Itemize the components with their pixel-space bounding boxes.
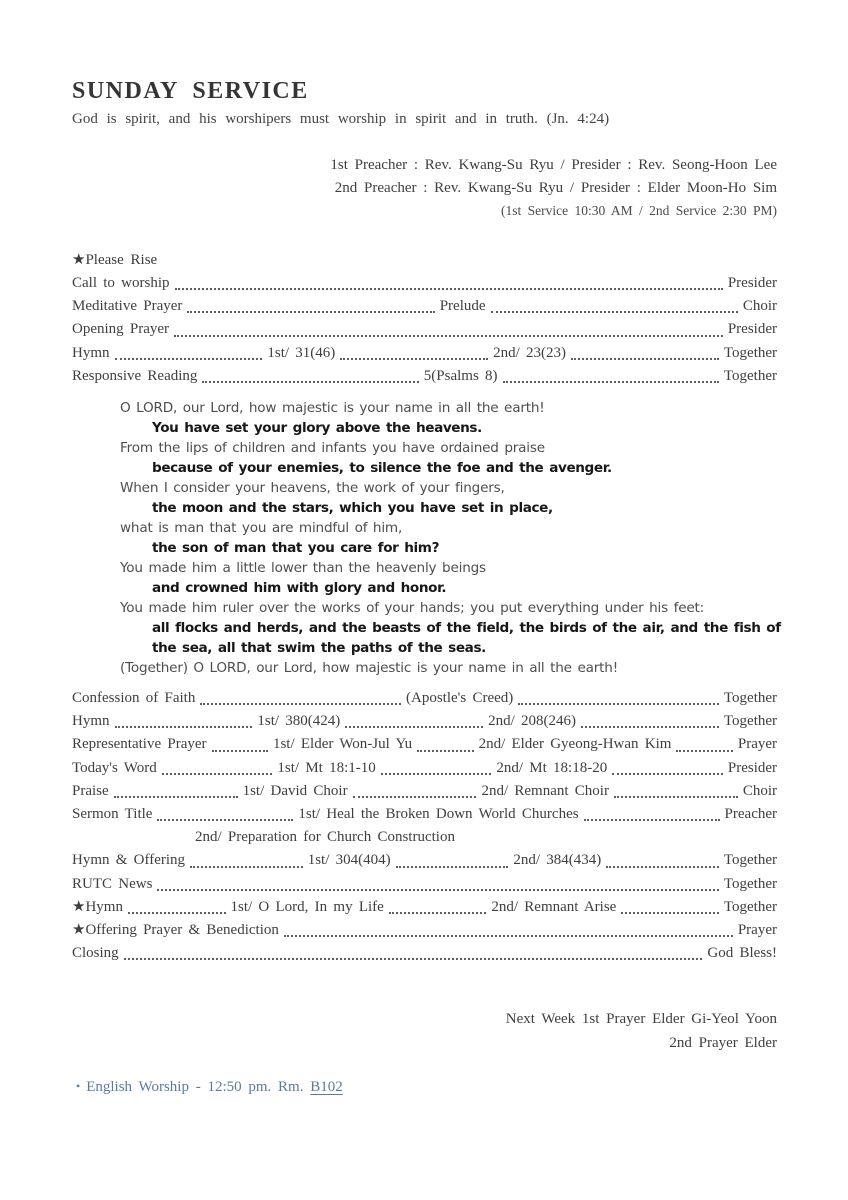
- program-row: [72, 757, 777, 780]
- program-item-label: Hymn: [72, 344, 110, 361]
- reading-line: what is man that you are mindful of him,: [120, 520, 403, 537]
- program-list-1: [72, 272, 777, 388]
- reading-line: the moon and the stars, which you have set in place,: [152, 500, 553, 517]
- program-row: [72, 342, 777, 365]
- reading-line: all flocks and herds, and the beasts of the field, the birds of the air, and the fish of: [152, 620, 781, 637]
- program-row: [72, 780, 777, 803]
- dot-leader: [200, 702, 401, 705]
- dot-leader: [157, 888, 718, 891]
- service-info: [72, 154, 777, 222]
- program-item-first: 1st/ Elder Won-Jul Yu: [272, 736, 413, 753]
- program-item-label: Representative Prayer: [72, 736, 207, 753]
- dot-leader: [128, 911, 226, 914]
- program-item-label: ★Hymn: [72, 898, 123, 915]
- next-week-line-1: Next Week 1st Prayer Elder Gi-Yeol Yoon: [505, 1011, 777, 1028]
- program-item-label: Praise: [72, 782, 109, 799]
- reading-line: From the lips of children and infants you have ordained praise: [120, 440, 545, 457]
- reading-line: When I consider your heavens, the work of your fingers,: [120, 480, 505, 497]
- program-item-role: Presider: [727, 321, 777, 338]
- program-row: [72, 896, 777, 919]
- program-item-first: 1st/ David Choir: [242, 782, 348, 799]
- program-item-role: Together: [723, 367, 777, 384]
- dot-leader: [157, 818, 293, 821]
- program-item-role: Prayer: [737, 922, 777, 939]
- dot-leader: [174, 334, 723, 337]
- dot-leader: [115, 725, 253, 728]
- dot-leader: [389, 911, 487, 914]
- program-item-first: 1st/ 31(46): [267, 344, 336, 361]
- program-item-second: 2nd/ Mt 18:18-20: [496, 759, 608, 776]
- reading-line: You made him ruler over the works of your hands; you put everything under his feet:: [120, 600, 705, 617]
- program-row: [72, 849, 777, 872]
- dot-leader: [381, 772, 492, 775]
- program-row: [72, 803, 777, 826]
- dot-leader: [621, 911, 719, 914]
- english-worship-room: B102: [310, 1079, 343, 1096]
- program-item-role: Prayer: [737, 736, 778, 753]
- reading-line: You have set your glory above the heavens.: [152, 420, 482, 437]
- program-item-second: 2nd/ Remnant Choir: [481, 782, 609, 799]
- reading-line: the sea, all that swim the paths of the seas.: [152, 640, 486, 657]
- dot-leader: [187, 310, 434, 313]
- program-row: [72, 919, 777, 942]
- english-worship-note: [76, 1075, 777, 1098]
- dot-leader: [606, 865, 719, 868]
- program-row: [72, 318, 777, 341]
- dot-leader: [417, 749, 473, 752]
- program-item-role: Preacher: [724, 806, 778, 823]
- preacher-line-1: 1st Preacher : Rev. Kwang-Su Ryu / Presider : Rev. Seong-Hoon Lee: [330, 157, 777, 173]
- scripture-subtitle: God is spirit, and his worshipers must worship in spirit and in truth. (Jn. 4:24): [72, 111, 610, 127]
- program-item-second: 2nd/ 384(434): [513, 852, 602, 869]
- program-item-label: RUTC News: [72, 875, 153, 892]
- program-item-label: ★Offering Prayer & Benediction: [72, 922, 279, 939]
- program-row: [72, 295, 777, 318]
- program-item-label: Responsive Reading: [72, 367, 198, 384]
- english-worship-text: English Worship - 12:50 pm. Rm.: [86, 1079, 304, 1096]
- program-item-second: 2nd/ 23(23): [493, 344, 567, 361]
- program-item-second: 2nd/ Remnant Arise: [491, 898, 617, 915]
- program-item-label: Today's Word: [72, 759, 157, 776]
- program-item-role: Together: [723, 852, 777, 869]
- program-item-label: Hymn & Offering: [72, 852, 186, 869]
- dot-leader: [162, 772, 273, 775]
- reading-line: and crowned him with glory and honor.: [152, 580, 447, 597]
- program-row: [72, 733, 777, 756]
- reading-line: You made him a little lower than the heavenly beings: [120, 560, 486, 577]
- program-item-role: Together: [723, 690, 778, 707]
- program-item-center: Prelude: [439, 298, 486, 315]
- dot-leader: [345, 725, 483, 728]
- program-row: [72, 687, 777, 710]
- next-week-line-2: 2nd Prayer Elder: [669, 1035, 777, 1052]
- program-row: [72, 365, 777, 388]
- program-item-extra: 2nd/ Preparation for Church Construction: [195, 829, 455, 846]
- program-row: [72, 710, 777, 733]
- reading-line: because of your enemies, to silence the foe and the avenger.: [152, 460, 612, 477]
- dot-leader: [114, 795, 238, 798]
- program-item-role: Together: [723, 898, 777, 915]
- program-item-role: Choir: [742, 782, 778, 799]
- dot-leader: [491, 310, 738, 313]
- responsive-reading: [72, 398, 781, 678]
- program-item-first: 1st/ 380(424): [257, 713, 341, 730]
- program-item-role: Choir: [742, 298, 778, 315]
- program-item-center: 5(Psalms 8): [423, 367, 498, 384]
- page-title: SUNDAY SERVICE: [72, 78, 309, 104]
- next-week-block: [72, 1007, 777, 1055]
- program-item-label: Meditative Prayer: [72, 298, 183, 315]
- bullet-icon: •: [76, 1079, 81, 1094]
- dot-leader: [503, 380, 719, 383]
- preacher-line-2: 2nd Preacher : Rev. Kwang-Su Ryu / Presider : Elder Moon-Ho Sim: [334, 180, 777, 196]
- dot-leader: [353, 795, 477, 798]
- dot-leader: [124, 957, 703, 960]
- program-item-center: (Apostle's Creed): [406, 690, 514, 707]
- reading-line: (Together) O LORD, our Lord, how majestic is your name in all the earth!: [120, 660, 618, 677]
- dot-leader: [614, 795, 738, 798]
- reading-line: O LORD, our Lord, how majestic is your name in all the earth!: [120, 400, 545, 417]
- dot-leader: [612, 772, 723, 775]
- dot-leader: [581, 725, 719, 728]
- dot-leader: [115, 357, 263, 360]
- reading-line: the son of man that you care for him?: [152, 540, 440, 557]
- please-rise-note: ★Please Rise: [72, 252, 158, 268]
- program-row: [72, 873, 777, 896]
- dot-leader: [175, 287, 723, 290]
- program-item-second: 2nd/ 208(246): [488, 713, 577, 730]
- dot-leader: [571, 357, 719, 360]
- program-item-first: 1st/ O Lord, In my Life: [230, 898, 384, 915]
- dot-leader: [340, 357, 488, 360]
- program-item-label: Call to worship: [72, 275, 170, 291]
- dot-leader: [212, 749, 268, 752]
- dot-leader: [284, 934, 733, 937]
- program-item-label: Closing: [72, 945, 119, 962]
- program-item-role: Together: [723, 875, 777, 892]
- program-item-first: 1st/ Mt 18:1-10: [277, 759, 376, 776]
- dot-leader: [202, 380, 418, 383]
- dot-leader: [396, 865, 509, 868]
- program-list-2: [72, 687, 777, 965]
- service-times: (1st Service 10:30 AM / 2nd Service 2:30 PM): [501, 203, 777, 218]
- program-item-second: 2nd/ Elder Gyeong-Hwan Kim: [478, 736, 672, 753]
- program-item-first: 1st/ Heal the Broken Down World Churches: [298, 806, 579, 823]
- dot-leader: [190, 865, 303, 868]
- program-item-label: Confession of Faith: [72, 690, 196, 707]
- program-item-first: 1st/ 304(404): [307, 852, 391, 869]
- program-item-label: Sermon Title: [72, 806, 153, 823]
- dot-leader: [518, 702, 719, 705]
- dot-leader: [584, 818, 720, 821]
- dot-leader: [676, 749, 732, 752]
- program-item-role: Presider: [727, 275, 777, 291]
- program-item-role: Together: [723, 713, 778, 730]
- program-item-role: Together: [723, 344, 778, 361]
- program-item-label: Opening Prayer: [72, 321, 170, 338]
- program-row: [72, 272, 777, 295]
- program-item-label: Hymn: [72, 713, 110, 730]
- program-item-role: Presider: [727, 759, 778, 776]
- program-row: [72, 942, 777, 965]
- program-item-role: God Bless!: [707, 945, 777, 962]
